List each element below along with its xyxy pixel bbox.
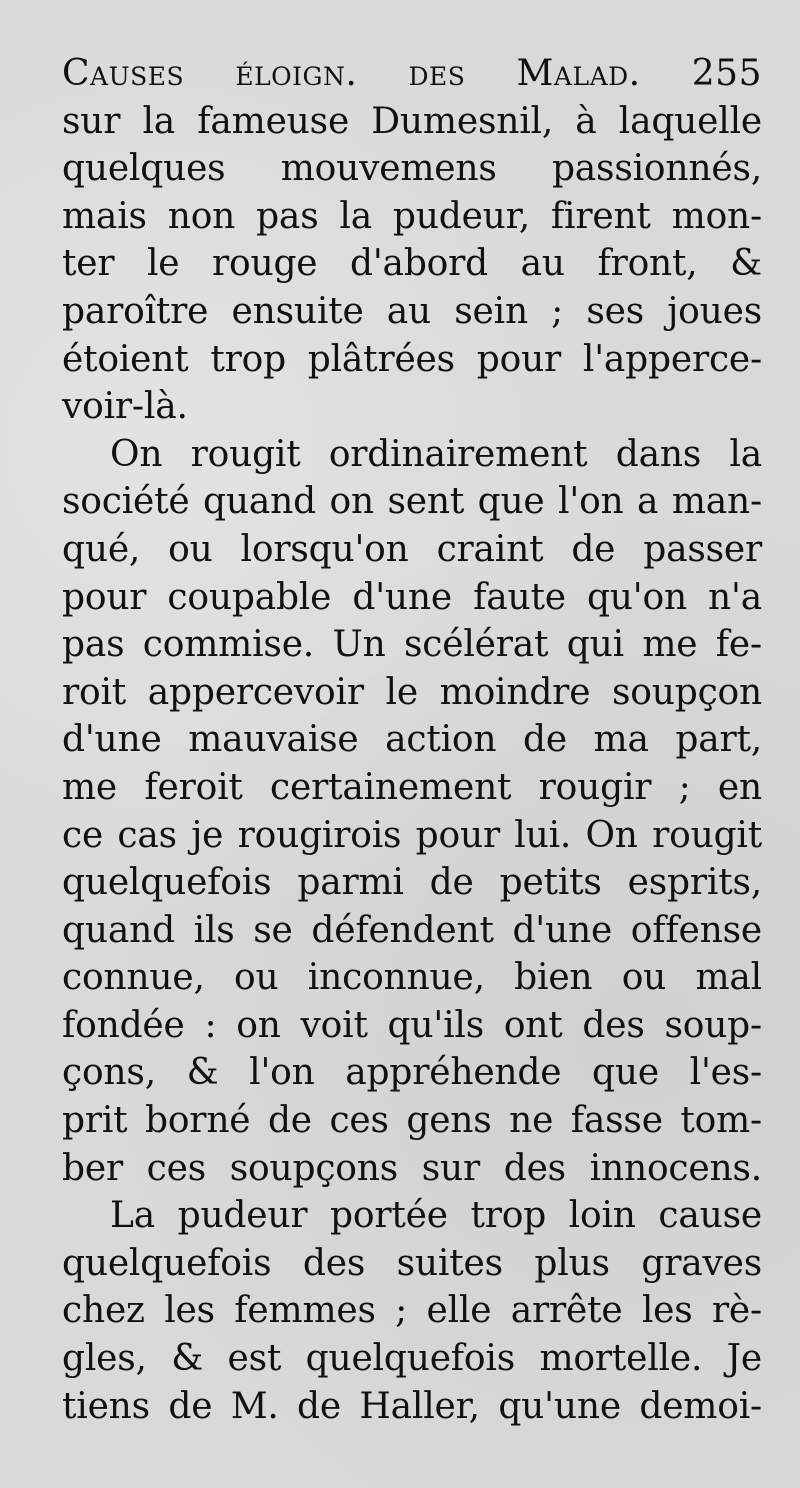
text-line: tiens de M. de Haller, qu'une demoi-	[62, 1385, 762, 1427]
text-line: sur la fameuse Dumesnil, à laquelle	[62, 100, 762, 142]
paragraph-start-line: On rougit ordinairement dans la	[110, 433, 762, 475]
text-line: prit borné de ces gens ne fasse tom-	[62, 1100, 762, 1142]
running-title: Causes éloign. des Malad.	[62, 53, 641, 94]
text-line: fondée : on voit qu'ils ont des soup-	[62, 1004, 762, 1046]
text-line: quand ils se défendent d'une offense	[62, 909, 762, 951]
text-block	[62, 50, 762, 1430]
text-line: quelques mouvemens passionnés,	[62, 148, 762, 190]
text-line: ter le rouge d'abord au front, &	[62, 243, 762, 285]
text-line: pas commise. Un scélérat qui me fe-	[62, 624, 762, 666]
text-line: chez les femmes ; elle arrête les rè-	[62, 1290, 762, 1332]
text-line: roit appercevoir le moindre soupçon	[62, 671, 762, 713]
text-line: connue, ou inconnue, bien ou mal	[62, 957, 762, 999]
text-line: d'une mauvaise action de ma part,	[62, 719, 762, 761]
text-line: mais non pas la pudeur, firent mon-	[62, 195, 762, 237]
paragraph-start-line: La pudeur portée trop loin cause	[110, 1195, 762, 1237]
text-line: ce cas je rougirois pour lui. On rougit	[62, 814, 762, 856]
text-line: qué, ou lorsqu'on craint de passer	[62, 528, 762, 570]
text-line: quelquefois parmi de petits esprits,	[62, 862, 762, 904]
text-line: ber ces soupçons sur des innocens.	[62, 1147, 762, 1189]
text-line: société quand on sent que l'on a man-	[62, 481, 762, 523]
text-line: çons, & l'on appréhende que l'es-	[62, 1052, 762, 1094]
text-line: pour coupable d'une faute qu'on n'a	[62, 576, 762, 618]
text-line: me feroit certainement rougir ; en	[62, 766, 762, 808]
text-line: voir-là.	[62, 386, 188, 428]
running-header	[62, 50, 762, 98]
text-line: étoient trop plâtrées pour l'apperce-	[62, 338, 762, 380]
text-line: paroître ensuite au sein ; ses joues	[62, 290, 762, 332]
text-line: quelquefois des suites plus graves	[62, 1242, 762, 1284]
text-line: gles, & est quelquefois mortelle. Je	[62, 1338, 762, 1380]
page-number: 255	[691, 53, 762, 94]
